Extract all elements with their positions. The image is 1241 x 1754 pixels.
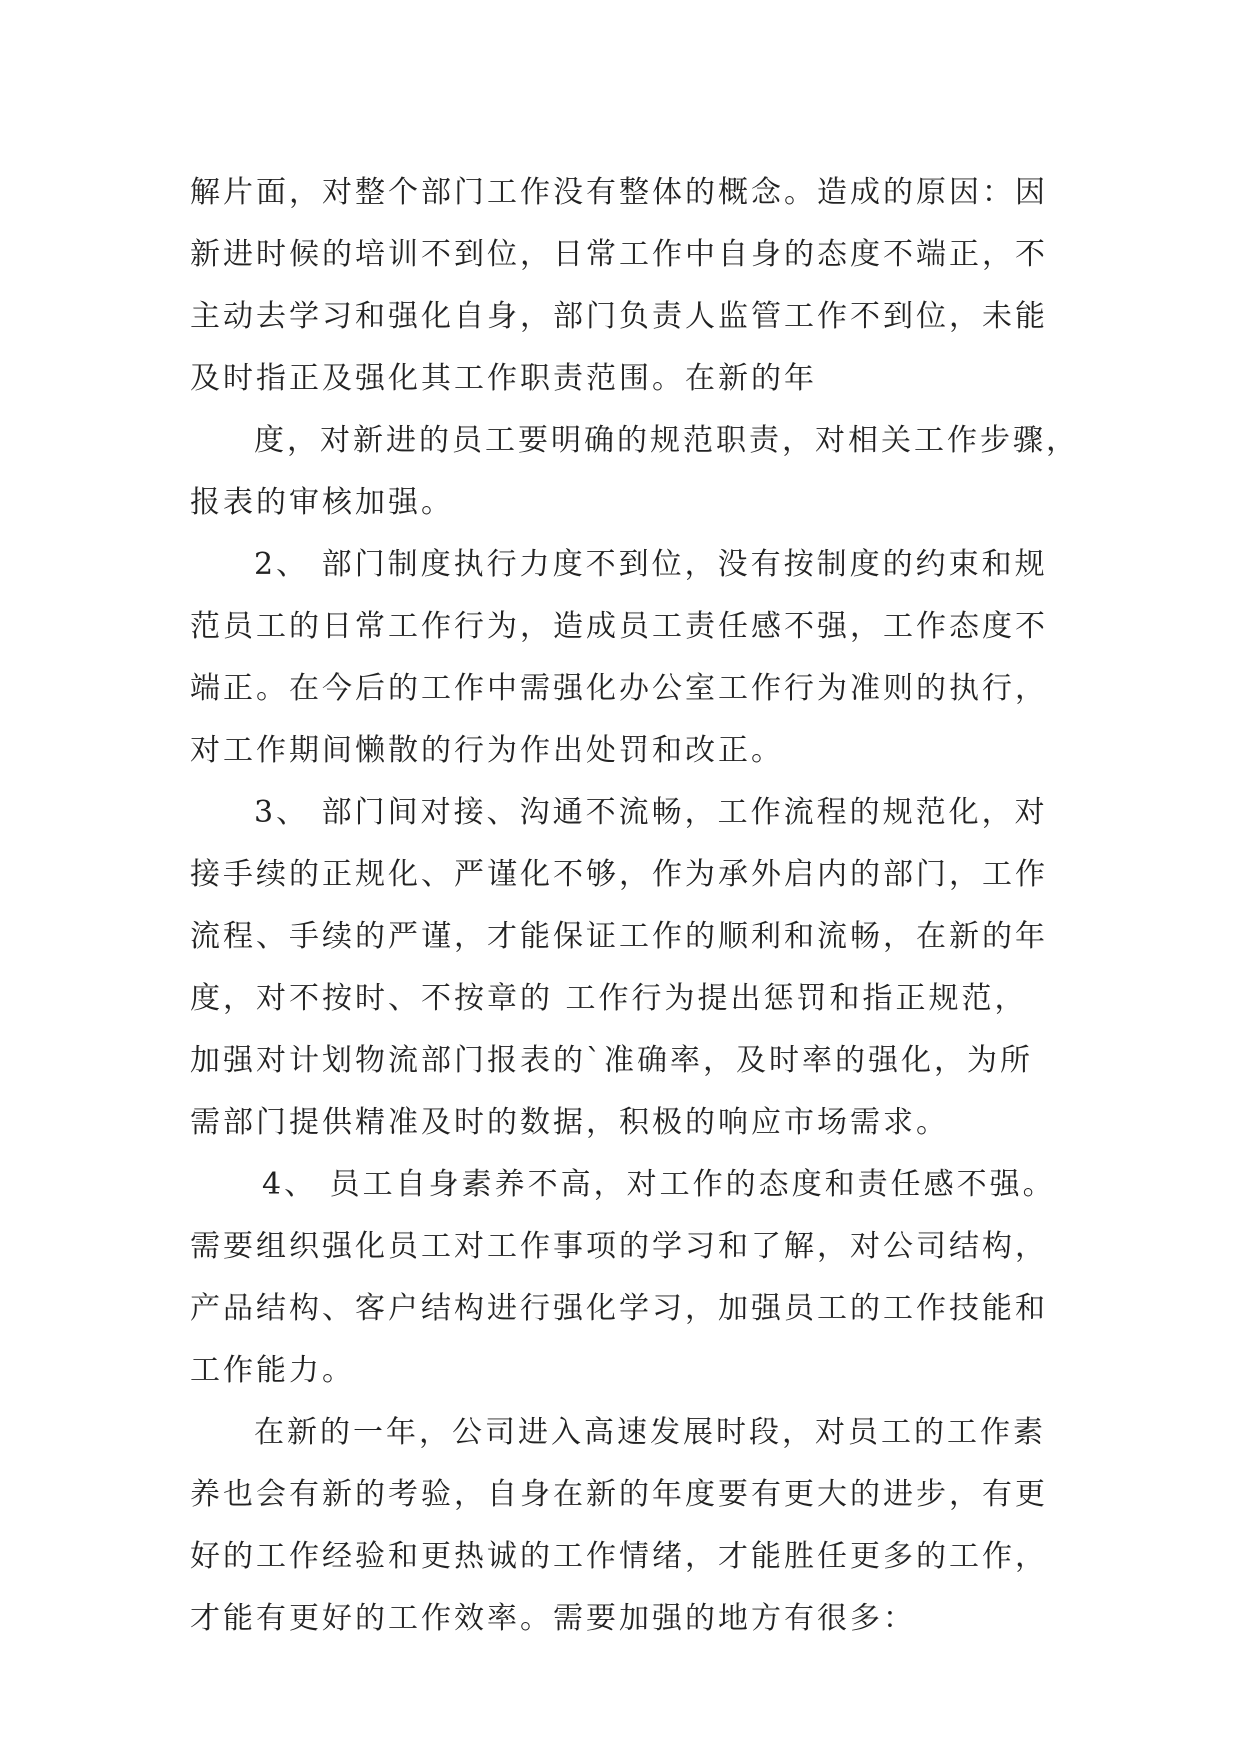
text-line: 解片面，对整个部门工作没有整体的概念。造成的原因：因 — [190, 175, 1048, 210]
text-line: 主动去学习和强化自身，部门负责人监管工作不到位，未能 — [190, 299, 1048, 334]
paragraph-item-2 — [190, 534, 1060, 782]
text-line: 度，对新进的员工要明确的规范职责，对相关工作步骤， — [254, 423, 1079, 458]
document-body — [190, 162, 1079, 1650]
text-line: 在新的一年，公司进入高速发展时段，对员工的工作素 — [254, 1415, 1046, 1450]
text-line: 需要组织强化员工对工作事项的学习和了解，对公司结构， — [190, 1229, 1048, 1264]
text-line: 对工作期间懒散的行为作出处罚和改正。 — [190, 733, 784, 768]
text-line: 范员工的日常工作行为，造成员工责任感不强，工作态度不 — [190, 609, 1048, 644]
paragraph-conclusion — [190, 1402, 1060, 1650]
text-line: 4、 员工自身素养不高，对工作的态度和责任感不强。 — [262, 1167, 1056, 1202]
text-line: 养也会有新的考验，自身在新的年度要有更大的进步，有更 — [190, 1477, 1048, 1512]
paragraph-item-3 — [190, 782, 1060, 1154]
text-line: 加强对计划物流部门报表的`准确率，及时率的强化，为所 — [190, 1043, 1033, 1078]
paragraph-new-year-duties — [190, 410, 1079, 534]
text-line: 度，对不按时、不按章的 工作行为提出惩罚和指正规范， — [190, 981, 1028, 1016]
paragraph-causes — [190, 162, 1060, 410]
text-line: 及时指正及强化其工作职责范围。在新的年 — [190, 361, 817, 396]
text-line: 流程、手续的严谨，才能保证工作的顺利和流畅，在新的年 — [190, 919, 1048, 954]
text-line: 端正。在今后的工作中需强化办公室工作行为准则的执行， — [190, 671, 1048, 706]
text-line: 好的工作经验和更热诚的工作情绪，才能胜任更多的工作， — [190, 1539, 1048, 1574]
paragraph-item-4 — [190, 1154, 1060, 1402]
text-line: 才能有更好的工作效率。需要加强的地方有很多： — [190, 1601, 916, 1636]
text-line: 需部门提供精准及时的数据，积极的响应市场需求。 — [190, 1105, 949, 1140]
text-line: 2、 部门制度执行力度不到位，没有按制度的约束和规 — [254, 547, 1048, 582]
text-line: 3、 部门间对接、沟通不流畅，工作流程的规范化，对 — [254, 795, 1048, 830]
text-line: 报表的审核加强。 — [190, 485, 454, 520]
text-line: 新进时候的培训不到位，日常工作中自身的态度不端正，不 — [190, 237, 1048, 272]
text-line: 工作能力。 — [190, 1353, 355, 1388]
text-line: 接手续的正规化、严谨化不够，作为承外启内的部门，工作 — [190, 857, 1048, 892]
text-line: 产品结构、客户结构进行强化学习，加强员工的工作技能和 — [190, 1291, 1048, 1326]
